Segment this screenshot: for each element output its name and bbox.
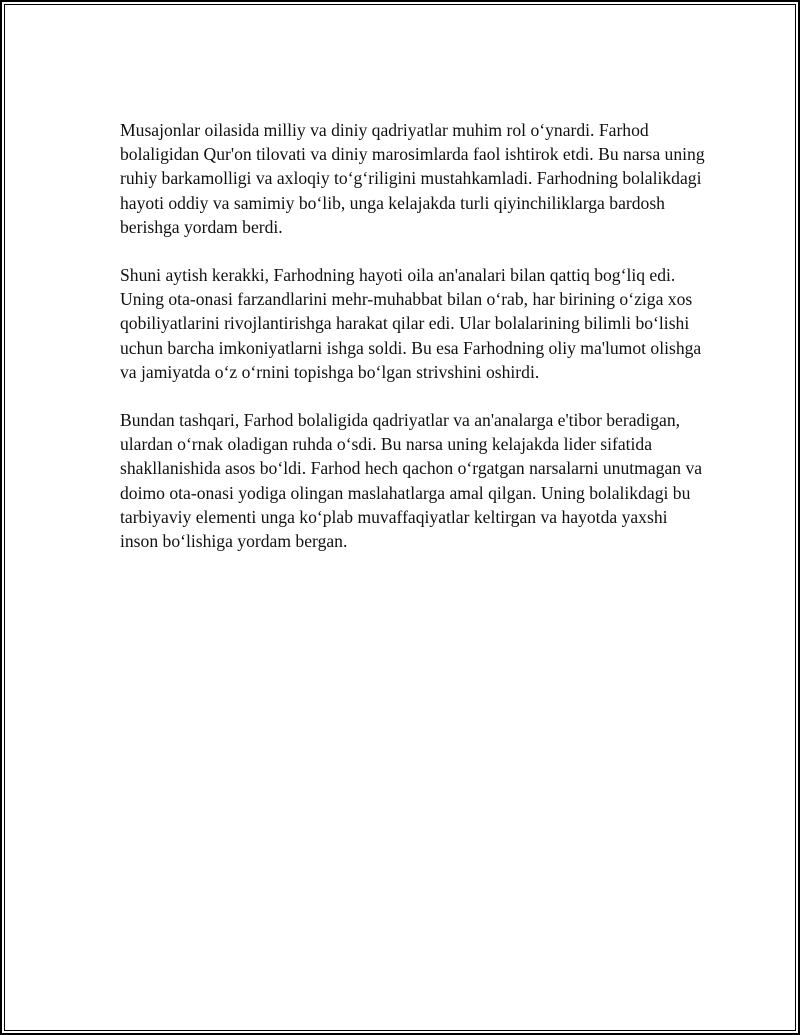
paragraph-2: Shuni aytish kerakki, Farhodning hayoti oila an'analari bilan qattiq bog‘liq edi. Uning ota-onasi farzandlarini mehr-muhabbat bilan o‘rab, har birining o‘ziga xos qobiliyatlarini rivojlantirishga harakat qilar edi. Ular bolalarining bilimli bo‘lishi uchun barcha imkoniyatlarni ishga soldi. Bu esa Farhodning oliy ma'lumot olishga va jamiyatda o‘z o‘rnini topishga bo‘lgan strivshini oshirdi.: [120, 265, 702, 382]
document-body: [120, 118, 705, 577]
paragraph-1: Musajonlar oilasida milliy va diniy qadriyatlar muhim rol o‘ynardi. Farhod bolaligidan Qur'on tilovati va diniy marosimlarda faol ishtirok etdi. Bu narsa uning ruhiy barkamolligi va axloqiy to‘g‘riligini mustahkamladi. Farhodning bolalikdagi hayoti oddiy va samimiy bo‘lib, unga kelajakda turli qiyinchiliklarga bardosh berishga yordam berdi.: [120, 120, 705, 237]
paragraph-3: Bundan tashqari, Farhod bolaligida qadriyatlar va an'analarga e'tibor beradigan, ulardan o‘rnak oladigan ruhda o‘sdi. Bu narsa uning kelajakda lider sifatida shakllanishida asos bo‘ldi. Farhod hech qachon o‘rgatgan narsalarni unutmagan va doimo ota-onasi yodiga olingan maslahatlarga amal qilgan. Uning bolalikdagi bu tarbiyaviy elementi unga ko‘plab muvaffaqiyatlar keltirgan va hayotda yaxshi inson bo‘lishiga yordam bergan.: [120, 410, 703, 552]
